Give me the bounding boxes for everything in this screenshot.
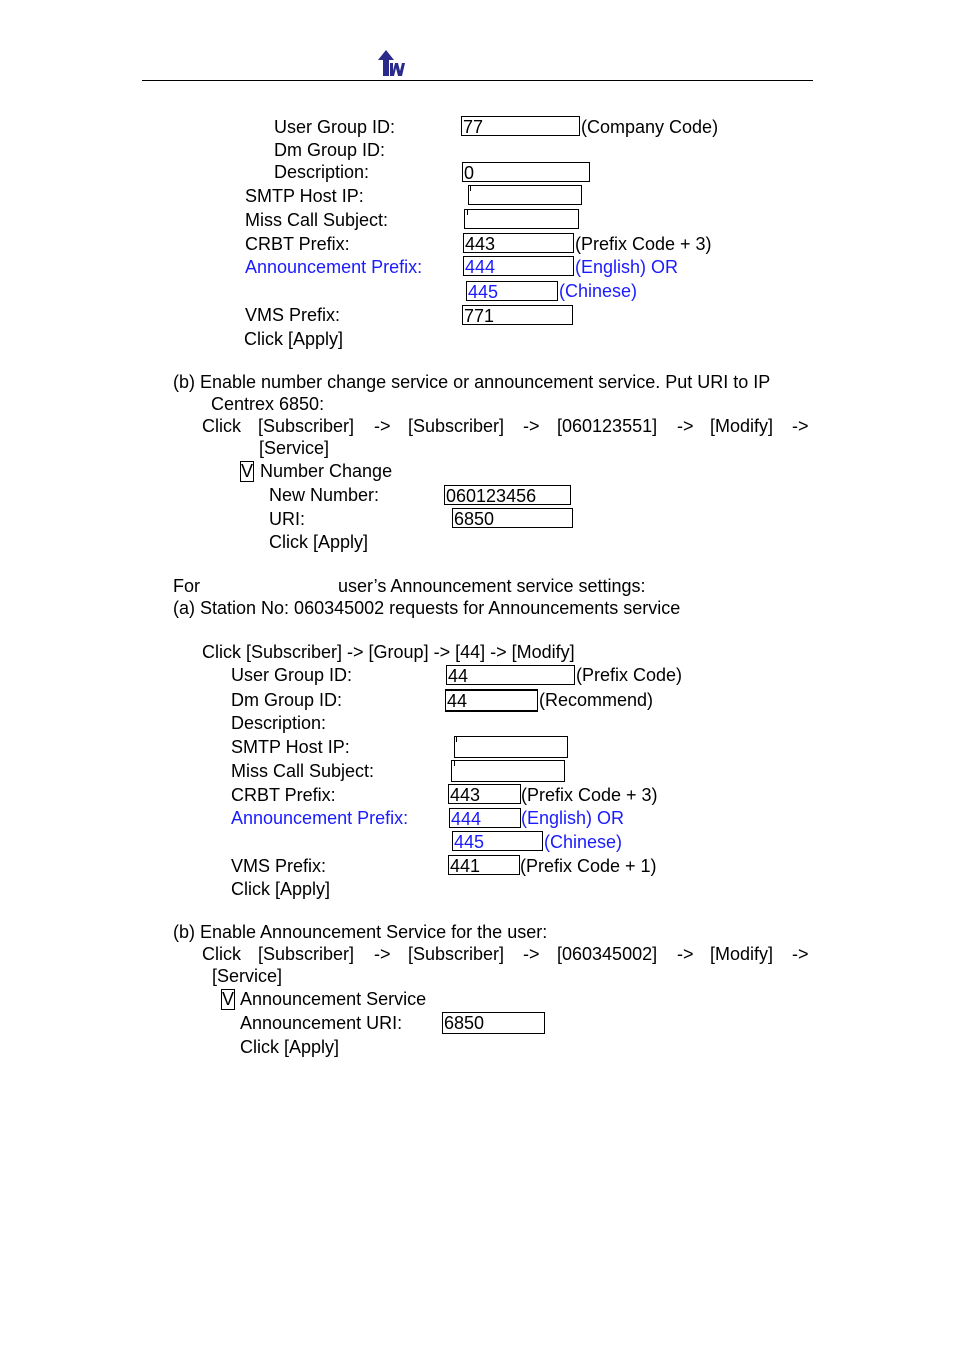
- station-request-line: (a) Station No: 060345002 requests for Announcements service: [173, 598, 681, 618]
- vms-prefix-label: VMS Prefix:: [245, 305, 341, 325]
- click-path-word: [060123551]: [557, 416, 658, 436]
- description-label: Description:: [231, 713, 327, 733]
- click-path-arrow: ->: [677, 944, 694, 964]
- click-path-word: [060345002]: [557, 944, 658, 964]
- user-group-id-label: User Group ID:: [274, 117, 396, 137]
- vms-prefix-field: 441: [448, 855, 520, 875]
- smtp-host-ip-field: [468, 185, 582, 205]
- smtp-host-ip-label: SMTP Host IP:: [231, 737, 350, 757]
- click-path-arrow: ->: [677, 416, 694, 436]
- announcement-prefix-english-note: (English) OR: [521, 808, 625, 828]
- click-path-word: Click: [202, 416, 241, 436]
- click-path-word: [Service]: [212, 966, 283, 986]
- announcement-uri-field: 6850: [442, 1012, 545, 1034]
- user-group-id-note: (Prefix Code): [576, 665, 683, 685]
- apply-instruction: Click [Apply]: [231, 879, 331, 899]
- number-change-checkbox: V: [241, 461, 254, 481]
- dm-group-id-label: Dm Group ID:: [231, 690, 343, 710]
- apply-instruction: Click [Apply]: [244, 329, 344, 349]
- apply-instruction: Click [Apply]: [240, 1037, 340, 1057]
- for-word: For: [173, 576, 200, 596]
- miss-call-subject-label: Miss Call Subject:: [231, 761, 375, 781]
- announcement-prefix-label: Announcement Prefix:: [231, 808, 409, 828]
- text-cursor-mark: [470, 186, 471, 191]
- dm-group-id-field: 44: [445, 689, 538, 712]
- company-logo-icon: [377, 50, 407, 78]
- new-number-field: 060123456: [444, 485, 571, 505]
- user-group-id-label: User Group ID:: [231, 665, 353, 685]
- announcement-prefix-english-field: 444: [463, 256, 574, 276]
- announcement-settings-heading: user’s Announcement service settings:: [338, 576, 646, 596]
- crbt-prefix-note: (Prefix Code + 3): [575, 234, 712, 254]
- announcement-service-label: Announcement Service: [240, 989, 427, 1009]
- announcement-prefix-chinese-field: 445: [466, 281, 558, 301]
- user-group-id-field: 77: [461, 116, 580, 136]
- text-cursor-mark: [456, 737, 457, 742]
- announcement-prefix-chinese-note: (Chinese): [559, 281, 638, 301]
- click-path-arrow: ->: [792, 416, 809, 436]
- announcement-prefix-chinese-note: (Chinese): [544, 832, 623, 852]
- click-path-word: [Subscriber]: [408, 944, 505, 964]
- vms-prefix-field: 771: [462, 305, 573, 325]
- user-group-id-field: 44: [446, 665, 575, 685]
- click-path-arrow: ->: [523, 944, 540, 964]
- announcement-prefix-label: Announcement Prefix:: [245, 257, 423, 277]
- text-cursor-mark: [467, 210, 468, 215]
- apply-instruction: Click [Apply]: [269, 532, 369, 552]
- number-change-label: Number Change: [260, 461, 393, 481]
- description-label: Description:: [274, 162, 370, 182]
- miss-call-subject-label: Miss Call Subject:: [245, 210, 389, 230]
- dm-group-id-label: Dm Group ID:: [274, 140, 386, 160]
- click-path-arrow: ->: [374, 416, 391, 436]
- vms-prefix-label: VMS Prefix:: [231, 856, 327, 876]
- header-rule: [142, 80, 813, 81]
- announcement-prefix-chinese-field: 445: [452, 831, 543, 851]
- announcement-uri-label: Announcement URI:: [240, 1013, 403, 1033]
- miss-call-subject-field: [451, 760, 565, 782]
- click-path-arrow: ->: [374, 944, 391, 964]
- vms-prefix-note: (Prefix Code + 1): [520, 856, 657, 876]
- click-path-arrow: ->: [792, 944, 809, 964]
- smtp-host-ip-field: [454, 736, 568, 758]
- uri-label: URI:: [269, 509, 305, 529]
- click-path-word: [Modify]: [710, 416, 774, 436]
- click-path-line: Click [Subscriber] -> [Group] -> [44] -> [Modify]: [202, 642, 575, 662]
- enable-number-change-heading: (b) Enable number change service or announcement service. Put URI to IP: [173, 372, 771, 392]
- click-path-arrow: ->: [523, 416, 540, 436]
- crbt-prefix-field: 443: [463, 233, 574, 253]
- text-cursor-mark: [454, 761, 455, 766]
- enable-number-change-heading-cont: Centrex 6850:: [211, 394, 325, 414]
- crbt-prefix-field: 443: [448, 784, 521, 804]
- user-group-id-note: (Company Code): [581, 117, 719, 137]
- smtp-host-ip-label: SMTP Host IP:: [245, 186, 364, 206]
- click-path-word: [Service]: [259, 438, 330, 458]
- click-path-word: Click: [202, 944, 241, 964]
- miss-call-subject-field: [464, 209, 579, 229]
- crbt-prefix-label: CRBT Prefix:: [245, 234, 350, 254]
- enable-announcement-heading: (b) Enable Announcement Service for the user:: [173, 922, 548, 942]
- new-number-label: New Number:: [269, 485, 380, 505]
- announcement-prefix-english-field: 444: [449, 808, 521, 828]
- click-path-word: [Modify]: [710, 944, 774, 964]
- crbt-prefix-label: CRBT Prefix:: [231, 785, 336, 805]
- announcement-service-checkbox: V: [222, 989, 235, 1009]
- uri-field: 6850: [452, 508, 573, 528]
- announcement-prefix-english-note: (English) OR: [575, 257, 679, 277]
- crbt-prefix-note: (Prefix Code + 3): [521, 785, 658, 805]
- click-path-word: [Subscriber]: [258, 416, 355, 436]
- description-field: 0: [462, 162, 590, 182]
- click-path-word: [Subscriber]: [408, 416, 505, 436]
- click-path-word: [Subscriber]: [258, 944, 355, 964]
- dm-group-id-note: (Recommend): [539, 690, 654, 710]
